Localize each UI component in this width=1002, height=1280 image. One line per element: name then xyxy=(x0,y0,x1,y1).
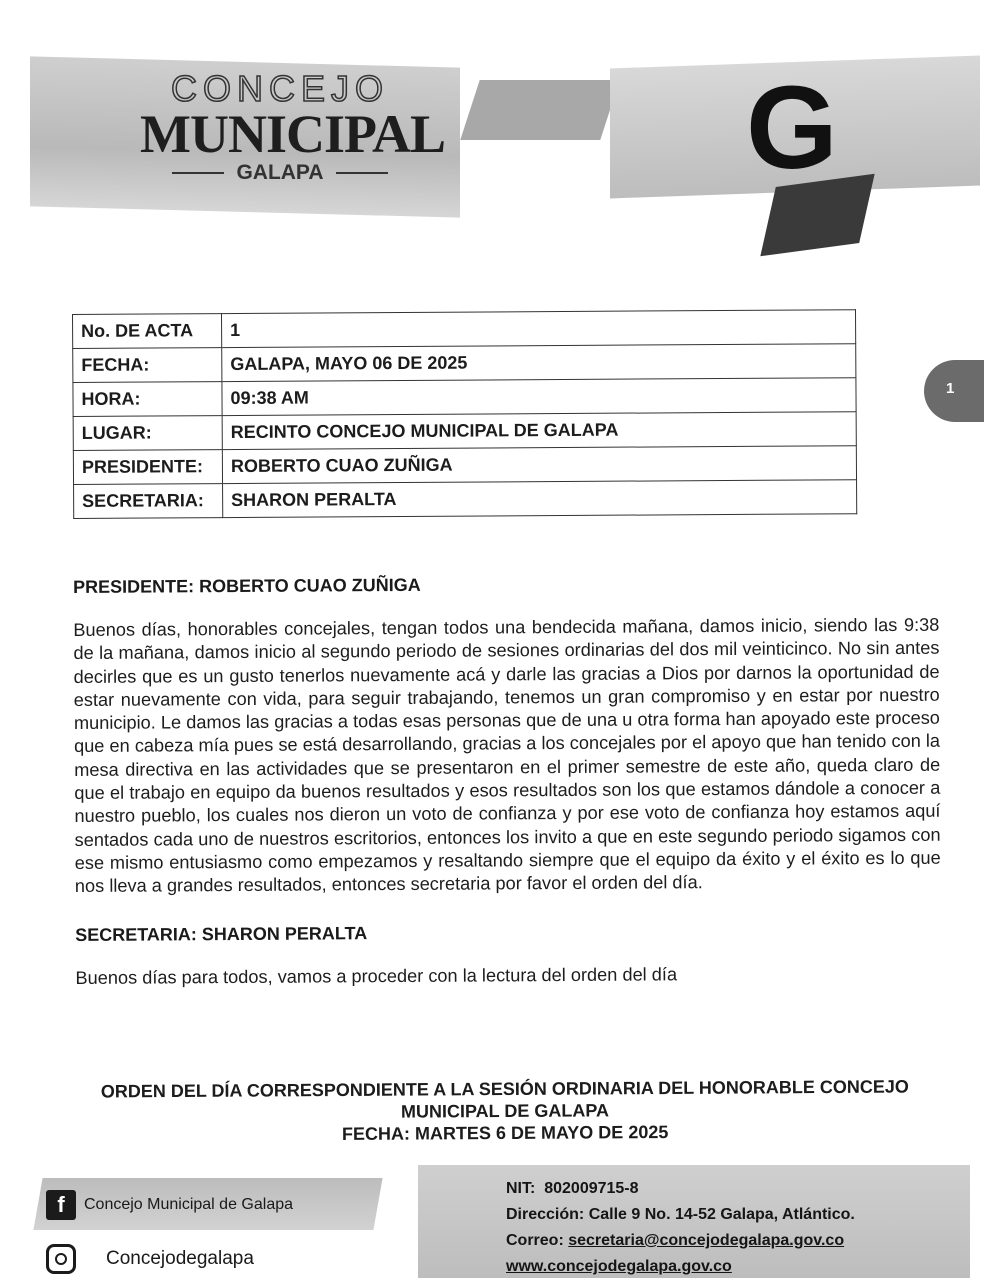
speaker-president: PRESIDENTE: ROBERTO CUAO ZUÑIGA xyxy=(73,574,421,597)
org-logo xyxy=(140,68,445,186)
address-label: Dirección: xyxy=(506,1206,585,1223)
row-label: No. DE ACTA xyxy=(73,314,222,349)
table-row xyxy=(73,446,856,485)
header-accent-square xyxy=(760,174,874,257)
minutes-body xyxy=(73,570,942,990)
org-name-line2: MUNICIPAL xyxy=(140,104,445,164)
table-row xyxy=(74,480,857,519)
row-value: RECINTO CONCEJO MUNICIPAL DE GALAPA xyxy=(222,412,856,450)
instagram-link[interactable] xyxy=(46,1244,254,1274)
instagram-icon xyxy=(46,1244,76,1274)
facebook-icon: f xyxy=(46,1190,76,1220)
page-number: 1 xyxy=(946,380,955,397)
act-info-table xyxy=(72,309,857,519)
agenda-title-line2: MUNICIPAL DE GALAPA xyxy=(400,1100,610,1122)
row-label: LUGAR: xyxy=(73,416,222,451)
speaker-secretary: SECRETARIA: SHARON PERALTA xyxy=(75,922,368,945)
table-row xyxy=(73,310,856,349)
secretary-statement: Buenos días para todos, vamos a proceder con la lectura del orden del día xyxy=(75,963,678,988)
email-line xyxy=(506,1228,855,1254)
agenda-date: FECHA: MARTES 6 DE MAYO DE 2025 xyxy=(341,1122,669,1144)
org-city: GALAPA xyxy=(236,161,324,184)
logo-rule-right xyxy=(336,172,388,174)
g-logo-letter: G xyxy=(746,66,838,186)
nit-line xyxy=(506,1176,855,1202)
row-value: 1 xyxy=(222,310,856,348)
org-name-line1: CONCEJO xyxy=(170,68,389,109)
web-line xyxy=(506,1254,855,1280)
address-line xyxy=(506,1202,855,1228)
row-label: SECRETARIA: xyxy=(74,484,223,519)
row-label: PRESIDENTE: xyxy=(73,450,222,485)
row-value: 09:38 AM xyxy=(222,378,856,416)
nit-value: 802009715-8 xyxy=(544,1180,639,1197)
table-row xyxy=(73,344,856,383)
table-row xyxy=(73,378,856,417)
row-value: SHARON PERALTA xyxy=(223,480,857,518)
agenda-heading xyxy=(90,1075,920,1146)
nit-label: NIT: xyxy=(506,1180,536,1197)
table-row xyxy=(73,412,856,451)
instagram-label: Concejodegalapa xyxy=(106,1248,254,1269)
row-label: HORA: xyxy=(73,382,222,417)
row-value: ROBERTO CUAO ZUÑIGA xyxy=(222,446,856,484)
page-number-tab xyxy=(924,360,984,422)
agenda-title-line1: ORDEN DEL DÍA CORRESPONDIENTE A LA SESIÓN ORDINARIA DEL HONORABLE CONCEJO xyxy=(100,1076,909,1102)
logo-rule-left xyxy=(172,172,224,174)
header-band-middle xyxy=(460,80,619,140)
row-value: GALAPA, MAYO 06 DE 2025 xyxy=(222,344,856,382)
email-link[interactable]: secretaria@concejodegalapa.gov.co xyxy=(568,1232,845,1249)
g-logo-icon xyxy=(742,66,862,186)
contact-info xyxy=(506,1176,855,1280)
president-statement: Buenos días, honorables concejales, tengan todos una bendecida mañana, damos inicio, siendo las 9:38 de la mañana, damos inicio al segundo periodo de sesiones ordinarias del dos mil veinticinco. No sin antes decirles que es un gusto tenerlos nuevamente acá y darle las gracias a Dios por darnos la oportunidad de estar nuevamente con vida, para seguir trabajando, tenemos un gran compromiso y en estar por nuestro municipio. Le damos las gracias a todas esas personas que de una u otra forma han apoyado este proceso que en cabeza mía pues se está desarrollando, gracias a los concejales por el apoyo que han tenido con la mesa directiva en las actividades que se presentaron en el primer semestre de este año, queda claro de que el trabajo en equipo da buenos resultados y esos resultados son los que estamos dándole a conocer a nuestro pueblo, los cuales nos dieron un voto de confianza y por ese voto de confianza hoy estamos aquí sentados cada uno de nuestros escritorios, entonces los invito a que en este segundo periodo sigamos con ese mismo entusiasmo como empezamos y resaltando siempre que el equipo da éxito y el éxito es lo que nos lleva a grandes resultados, entonces secretaria por favor el orden del día. xyxy=(73,614,941,897)
facebook-link[interactable] xyxy=(46,1190,293,1220)
facebook-label: Concejo Municipal de Galapa xyxy=(84,1196,294,1213)
address-value: Calle 9 No. 14-52 Galapa, Atlántico. xyxy=(588,1206,855,1223)
website-link[interactable]: www.concejodegalapa.gov.co xyxy=(506,1258,732,1275)
email-label: Correo: xyxy=(506,1232,564,1249)
row-label: FECHA: xyxy=(73,348,222,383)
